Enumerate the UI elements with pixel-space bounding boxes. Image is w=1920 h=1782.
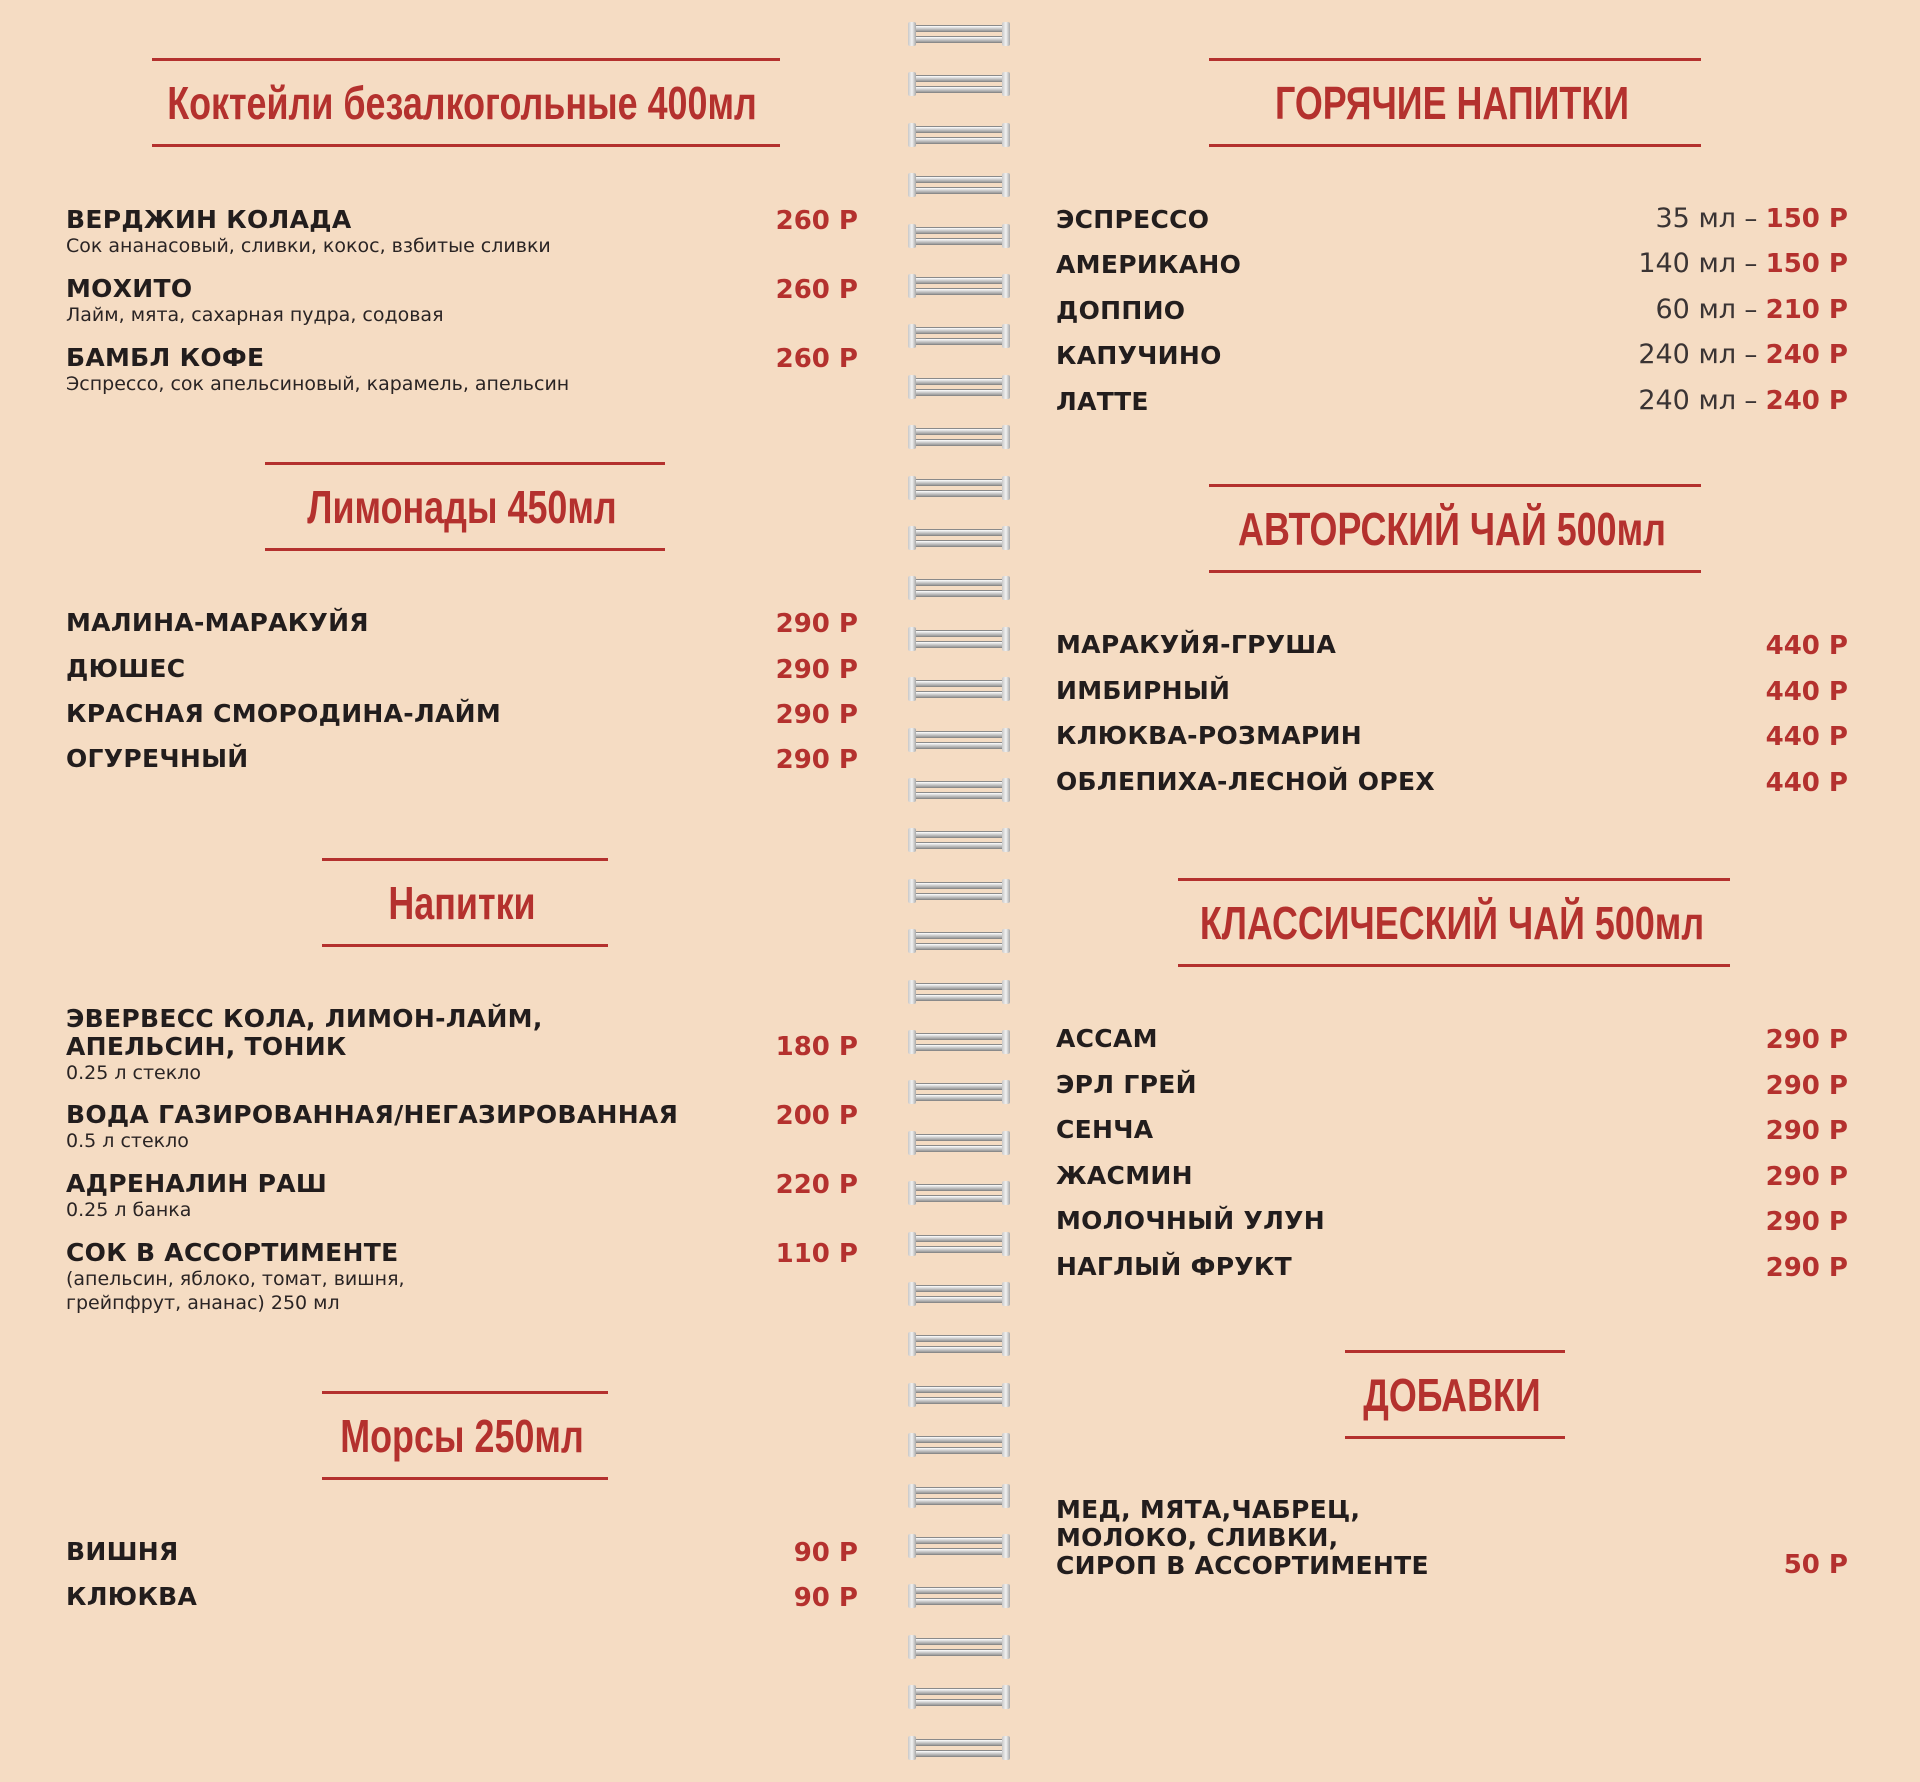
item-name-line-2: АПЕЛЬСИН, ТОНИК (66, 1032, 347, 1061)
menu-item (1056, 631, 1848, 659)
header-rule-top (1178, 878, 1730, 881)
menu-item (66, 609, 858, 637)
item-name: МОХИТО (66, 274, 193, 303)
menu-item (66, 1101, 858, 1153)
section-header-drinks (66, 858, 858, 948)
item-price: 240 Р (1765, 340, 1848, 370)
section-header-author-tea (1056, 484, 1848, 574)
item-name: КАПУЧИНО (1056, 341, 1222, 370)
section-title-mors: Морсы 250мл (340, 1410, 584, 1462)
item-price: 240 Р (1765, 386, 1848, 416)
item-price: 290 Р (775, 609, 858, 639)
item-description: Лайм, мята, сахарная пудра, содовая (66, 304, 444, 326)
spiral-ring (908, 1030, 1010, 1056)
menu-item (1056, 339, 1848, 370)
item-price: 260 Р (775, 344, 858, 374)
item-name: ЖАСМИН (1056, 1161, 1193, 1190)
header-rule-bottom (1209, 144, 1701, 147)
header-rule-bottom (265, 548, 665, 551)
item-name: КЛЮКВА-РОЗМАРИН (1056, 721, 1362, 750)
section-header-hot-drinks (1056, 58, 1848, 148)
item-price: 290 Р (1765, 1253, 1848, 1283)
header-rule-bottom (1209, 570, 1701, 573)
spiral-ring (908, 274, 1010, 300)
menu-item (1056, 1207, 1848, 1235)
section-title-drinks: Напитки (388, 877, 536, 929)
menu-item (66, 655, 858, 683)
section-header-cocktails (66, 58, 858, 148)
header-rule-top (1209, 484, 1701, 487)
header-rule-top (1209, 58, 1701, 61)
spiral-ring (908, 1181, 1010, 1207)
menu-item (66, 275, 858, 327)
menu-item (1056, 768, 1848, 796)
item-volume: 35 мл (1655, 203, 1737, 234)
item-price: 90 Р (793, 1583, 858, 1613)
item-price: 150 Р (1765, 249, 1848, 279)
menu-item (66, 1538, 858, 1566)
item-name: МОЛОЧНЫЙ УЛУН (1056, 1206, 1325, 1235)
section-title-author-tea: АВТОРСКИЙ ЧАЙ 500мл (1238, 503, 1666, 555)
spiral-ring (908, 1484, 1010, 1510)
spiral-ring (908, 828, 1010, 854)
item-name: ОГУРЕЧНЫЙ (66, 744, 249, 773)
item-description: Сок ананасовый, сливки, кокос, взбитые сливки (66, 235, 551, 257)
menu-item (1056, 1496, 1848, 1580)
item-name: ЛАТТЕ (1056, 387, 1149, 416)
header-rule-top (265, 462, 665, 465)
item-name: ВЕРДЖИН КОЛАДА (66, 205, 352, 234)
spiral-ring (908, 1534, 1010, 1560)
item-volume: 240 мл (1638, 339, 1737, 370)
item-price: 210 Р (1765, 295, 1848, 325)
item-price-group (1656, 294, 1849, 325)
menu-item (1056, 1162, 1848, 1190)
header-rule-top (1345, 1350, 1565, 1353)
section-header-lemonades (66, 462, 858, 552)
separator-dash: – (1736, 249, 1766, 279)
menu-item (1056, 1253, 1848, 1281)
spiral-ring (908, 879, 1010, 905)
item-name-line-3: СИРОП В АССОРТИМЕНТЕ (1056, 1551, 1429, 1580)
section-header-additions (1056, 1350, 1848, 1440)
menu-item (66, 1170, 858, 1222)
spiral-ring (908, 1635, 1010, 1661)
item-price: 290 Р (1765, 1025, 1848, 1055)
menu-item (1056, 248, 1848, 279)
menu-item (66, 1239, 858, 1315)
item-price: 200 Р (775, 1101, 858, 1131)
item-price: 440 Р (1765, 631, 1848, 661)
spiral-ring (908, 526, 1010, 552)
item-name: ДЮШЕС (66, 654, 186, 683)
item-name: СЕНЧА (1056, 1115, 1154, 1144)
separator-dash: – (1736, 295, 1766, 325)
item-name: ДОППИО (1056, 296, 1186, 325)
item-name: АДРЕНАЛИН РАШ (66, 1169, 328, 1198)
item-price-group (1638, 248, 1848, 279)
item-price: 180 Р (775, 1032, 858, 1062)
menu-item (1056, 1116, 1848, 1144)
spiral-ring (908, 677, 1010, 703)
header-rule-bottom (322, 1477, 608, 1480)
separator-dash: – (1736, 386, 1766, 416)
item-price: 440 Р (1765, 722, 1848, 752)
spiral-ring (908, 627, 1010, 653)
item-price: 290 Р (1765, 1071, 1848, 1101)
menu-item (1056, 294, 1848, 325)
item-volume: 240 мл (1638, 385, 1737, 416)
spiral-ring (908, 72, 1010, 98)
item-description: 0.25 л банка (66, 1199, 192, 1221)
spiral-ring (908, 929, 1010, 955)
item-price: 260 Р (775, 275, 858, 305)
section-title-classic-tea: КЛАССИЧЕСКИЙ ЧАЙ 500мл (1199, 897, 1705, 949)
item-description: Эспрессо, сок апельсиновый, карамель, апельсин (66, 373, 570, 395)
item-name: ОБЛЕПИХА-ЛЕСНОЙ ОРЕХ (1056, 767, 1435, 796)
item-description-line-2: грейпфрут, ананас) 250 мл (66, 1292, 340, 1314)
item-price: 90 Р (793, 1538, 858, 1568)
spiral-ring (908, 224, 1010, 250)
spiral-ring (908, 173, 1010, 199)
separator-dash: – (1736, 340, 1766, 370)
item-description: 0.5 л стекло (66, 1130, 189, 1152)
item-volume: 60 мл (1655, 294, 1737, 325)
item-price: 220 Р (775, 1170, 858, 1200)
item-price-group (1638, 385, 1848, 416)
header-rule-top (322, 858, 608, 861)
item-name: НАГЛЫЙ ФРУКТ (1056, 1252, 1292, 1281)
spiral-ring (908, 375, 1010, 401)
menu-item (66, 344, 858, 396)
spiral-binding (908, 0, 1012, 1782)
item-name: ИМБИРНЫЙ (1056, 676, 1231, 705)
header-rule-bottom (322, 944, 608, 947)
menu-item (66, 1583, 858, 1611)
item-name: СОК В АССОРТИМЕНТЕ (66, 1238, 399, 1267)
spiral-ring (908, 22, 1010, 48)
section-header-mors (66, 1391, 858, 1481)
spiral-ring (908, 1282, 1010, 1308)
spiral-ring (908, 980, 1010, 1006)
header-rule-top (152, 58, 780, 61)
section-title-cocktails: Коктейли безалкогольные 400мл (167, 77, 757, 129)
item-name-line-1: МЕД, МЯТА,ЧАБРЕЦ, (1056, 1495, 1361, 1524)
item-name: КЛЮКВА (66, 1582, 198, 1611)
spiral-ring (908, 123, 1010, 149)
section-title-lemonades: Лимонады 450мл (307, 481, 617, 533)
item-volume: 140 мл (1638, 248, 1737, 279)
item-price: 290 Р (775, 655, 858, 685)
item-price: 440 Р (1765, 677, 1848, 707)
spiral-ring (908, 728, 1010, 754)
item-name: ЭСПРЕССО (1056, 205, 1210, 234)
item-name: КРАСНАЯ СМОРОДИНА-ЛАЙМ (66, 699, 502, 728)
item-price-group (1656, 203, 1849, 234)
spiral-ring (908, 425, 1010, 451)
item-name: МАЛИНА-МАРАКУЙЯ (66, 608, 369, 637)
spiral-ring (908, 1131, 1010, 1157)
spiral-ring (908, 1232, 1010, 1258)
item-price: 440 Р (1765, 768, 1848, 798)
header-rule-bottom (1345, 1436, 1565, 1439)
spiral-ring (908, 1736, 1010, 1762)
item-price: 290 Р (775, 700, 858, 730)
item-name: ЭРЛ ГРЕЙ (1056, 1070, 1197, 1099)
header-rule-bottom (1178, 964, 1730, 967)
item-price: 290 Р (1765, 1162, 1848, 1192)
spiral-ring (908, 1383, 1010, 1409)
item-description: 0.25 л стекло (66, 1062, 201, 1084)
item-price: 290 Р (775, 745, 858, 775)
menu-item (66, 206, 858, 258)
menu-item (1056, 722, 1848, 750)
spiral-ring (908, 1080, 1010, 1106)
item-name: МАРАКУЙЯ-ГРУША (1056, 630, 1337, 659)
item-price: 290 Р (1765, 1116, 1848, 1146)
menu-item (66, 1005, 858, 1085)
item-name: АССАМ (1056, 1024, 1158, 1053)
spiral-ring (908, 1584, 1010, 1610)
menu-item (66, 745, 858, 773)
item-name: ВИШНЯ (66, 1537, 179, 1566)
section-header-classic-tea (1056, 878, 1848, 968)
header-rule-top (322, 1391, 608, 1394)
menu-item (1056, 1025, 1848, 1053)
menu-item (1056, 1071, 1848, 1099)
item-price: 50 Р (1783, 1550, 1848, 1580)
item-price: 290 Р (1765, 1207, 1848, 1237)
spiral-ring (908, 324, 1010, 350)
separator-dash: – (1736, 204, 1766, 234)
menu-item (1056, 385, 1848, 416)
item-price-group (1638, 339, 1848, 370)
spiral-ring (908, 476, 1010, 502)
item-name: ВОДА ГАЗИРОВАННАЯ/НЕГАЗИРОВАННАЯ (66, 1100, 679, 1129)
item-name-line-1: ЭВЕРВЕСС КОЛА, ЛИМОН-ЛАЙМ, (66, 1004, 543, 1033)
section-title-hot-drinks: ГОРЯЧИЕ НАПИТКИ (1274, 77, 1630, 129)
menu-item (1056, 203, 1848, 234)
spiral-ring (908, 778, 1010, 804)
header-rule-bottom (152, 144, 780, 147)
item-price: 110 Р (775, 1239, 858, 1269)
spiral-ring (908, 1685, 1010, 1711)
item-description-line-1: (апельсин, яблоко, томат, вишня, (66, 1268, 405, 1290)
item-name: БАМБЛ КОФЕ (66, 343, 265, 372)
spiral-ring (908, 1332, 1010, 1358)
spiral-ring (908, 576, 1010, 602)
item-price: 150 Р (1765, 204, 1848, 234)
menu-item (1056, 677, 1848, 705)
section-title-additions: ДОБАВКИ (1363, 1369, 1541, 1421)
item-price: 260 Р (775, 206, 858, 236)
item-name: АМЕРИКАНО (1056, 250, 1242, 279)
menu-item (66, 700, 858, 728)
item-name-line-2: МОЛОКО, СЛИВКИ, (1056, 1523, 1339, 1552)
spiral-ring (908, 1433, 1010, 1459)
